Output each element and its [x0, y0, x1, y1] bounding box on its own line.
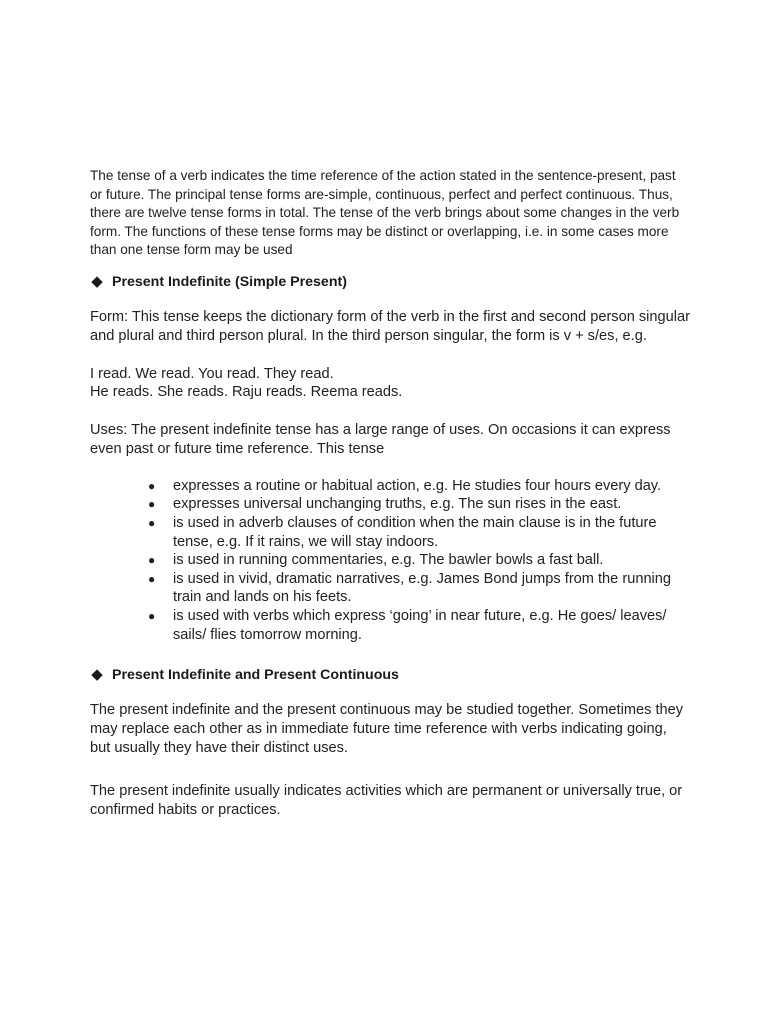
- examples-block: [90, 365, 690, 403]
- uses-list: [90, 477, 690, 644]
- example-line: I read. We read. You read. They read.: [90, 365, 334, 382]
- section-heading-present-continuous: [90, 666, 690, 684]
- example-line: He reads. She reads. Raju reads. Reema reads.: [90, 384, 403, 401]
- bullet-icon: ●: [148, 571, 156, 586]
- form-paragraph: Form: This tense keeps the dictionary form of the verb in the first and second person singular and plural and third person plural. In the third person singular, the form is v + s/es, e.g.: [90, 308, 690, 344]
- document-page: [90, 167, 690, 820]
- uses-paragraph: Uses: The present indefinite tense has a large range of uses. On occasions it can express even past or future time reference. This tense: [90, 422, 671, 457]
- diamond-bullet-icon: ◆: [91, 666, 103, 684]
- section-heading-text: Present Indefinite (Simple Present): [112, 273, 347, 290]
- bullet-icon: ●: [148, 478, 156, 493]
- list-item: ● expresses universal unchanging truths, e.g. The sun rises in the east.: [148, 496, 622, 513]
- list-item: ● is used in vivid, dramatic narratives, e.g. James Bond jumps from the running train and lands on his feets.: [148, 570, 672, 606]
- section-heading-text: Present Indefinite and Present Continuous: [112, 667, 399, 684]
- bullet-icon: ●: [148, 497, 156, 512]
- bullet-icon: ●: [148, 608, 156, 623]
- intro-paragraph: The tense of a verb indicates the time reference of the action stated in the sentence-present, past or future. The principal tense forms are-simple, continuous, perfect and perfect continuous. Thus, there are twelve tense forms in total. The tense of the verb brings about some changes in the verb form. The functions of these tense forms may be distinct or overlapping, i.e. in some cases more than one tense form may be used: [90, 168, 680, 258]
- list-item: ● is used in running commentaries, e.g. The bawler bowls a fast ball.: [148, 552, 604, 569]
- bullet-icon: ●: [148, 515, 156, 530]
- usage-paragraph: The present indefinite usually indicates activities which are permanent or universally true, or confirmed habits or practices.: [90, 783, 683, 819]
- diamond-bullet-icon: ◆: [91, 272, 103, 290]
- bullet-icon: ●: [148, 553, 156, 568]
- section-heading-present-indefinite: [90, 273, 690, 291]
- list-item: ● expresses a routine or habitual action, e.g. He studies four hours every day.: [148, 477, 662, 494]
- list-item: ● is used in adverb clauses of condition when the main clause is in the future tense, e.g. If it rains, we will stay indoors.: [148, 514, 657, 550]
- list-item: ● is used with verbs which express ‘going’ in near future, e.g. He goes/ leaves/ sails/ flies tomorrow morning.: [148, 607, 667, 643]
- comparison-paragraph: The present indefinite and the present continuous may be studied together. Sometimes they may replace each other as in immediate future time reference with verbs indicating going, but usually they have their distinct uses.: [90, 702, 684, 756]
